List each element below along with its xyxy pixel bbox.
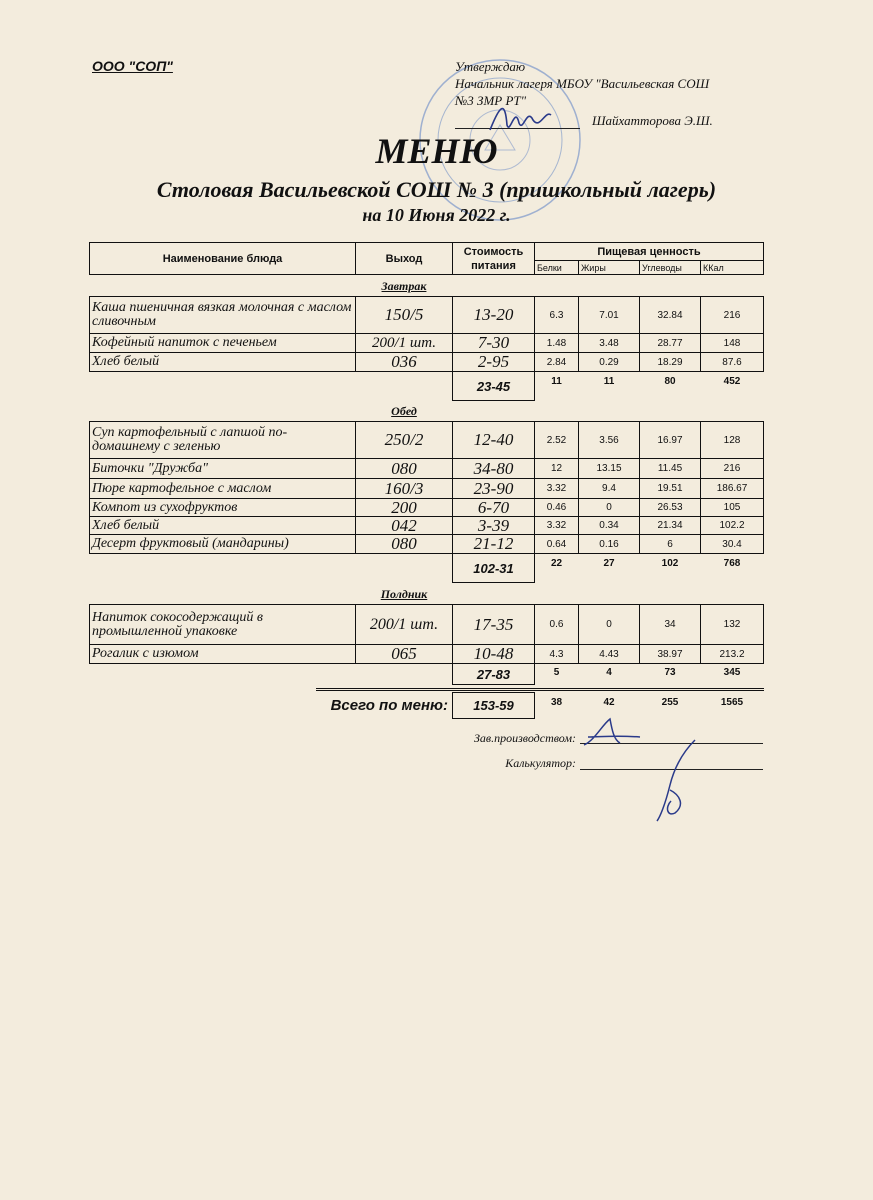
protein-cell: 0.64 [534, 534, 579, 554]
cost-cell: 13-20 [452, 296, 535, 334]
table-row: Напиток сокосодержащий в промышленной упаковке [89, 604, 356, 645]
director-name: Шайхатторова Э.Ш. [592, 113, 713, 128]
grand-total-kcal: 1565 [720, 697, 744, 708]
output-cell: 065 [355, 644, 453, 664]
kcal-cell: 213.2 [700, 644, 764, 664]
production-signature [580, 715, 645, 750]
grand-total-label: Всего по меню: [330, 697, 448, 714]
output-cell: 160/3 [355, 478, 453, 499]
protein-cell: 4.3 [534, 644, 579, 664]
fat-cell: 0.16 [578, 534, 640, 554]
fat-cell: 7.01 [578, 296, 640, 334]
cost-cell: 10-48 [452, 644, 535, 664]
section-total-fat: 4 [606, 667, 612, 678]
protein-cell: 3.32 [534, 516, 579, 535]
section-title-breakfast: Завтрак [381, 279, 427, 293]
fat-cell: 4.43 [578, 644, 640, 664]
production-manager-label: Зав.производством: [473, 731, 576, 745]
cost-cell: 34-80 [452, 458, 535, 479]
table-row: Хлеб белый [89, 516, 356, 535]
protein-cell: 12 [534, 458, 579, 479]
protein-cell: 2.52 [534, 421, 579, 459]
calculator-signature [645, 735, 705, 825]
table-row: Суп картофельный с лапшой по-домашнему с зеленью [89, 421, 356, 459]
section-title-lunch: Обед [391, 404, 417, 418]
fat-cell: 9.4 [578, 478, 640, 499]
section-title-snack: Полдник [380, 587, 428, 601]
kcal-cell: 148 [700, 333, 764, 353]
section-total-protein: 5 [553, 667, 560, 678]
carbs-cell: 6 [639, 534, 701, 554]
carbs-cell: 38.97 [639, 644, 701, 664]
col-header-nutrition: Пищевая ценность [534, 242, 764, 261]
section-total-carbs: 102 [661, 558, 679, 569]
section-total-kcal: 768 [723, 558, 741, 569]
output-cell: 080 [355, 458, 453, 479]
output-cell: 200/1 шт. [355, 333, 453, 353]
carbs-cell: 34 [639, 604, 701, 645]
col-header-output: Выход [355, 242, 453, 275]
kcal-cell: 105 [700, 498, 764, 517]
protein-cell: 3.32 [534, 478, 579, 499]
organization-name: ООО "СОП" [92, 58, 173, 74]
carbs-cell: 32.84 [639, 296, 701, 334]
table-row: Рогалик с изюмом [89, 644, 356, 664]
section-total-cost: 102-31 [452, 553, 535, 583]
table-row: Каша пшеничная вязкая молочная с маслом сливочным [89, 296, 356, 334]
carbs-cell: 11.45 [639, 458, 701, 479]
protein-cell: 0.46 [534, 498, 579, 517]
grand-total-divider [316, 688, 764, 691]
kcal-cell: 132 [700, 604, 764, 645]
kcal-cell: 102.2 [700, 516, 764, 535]
grand-total-cost: 153-59 [452, 692, 535, 719]
output-cell: 150/5 [355, 296, 453, 334]
table-row: Биточки "Дружба" [89, 458, 356, 479]
cost-cell: 17-35 [452, 604, 535, 645]
carbs-cell: 21.34 [639, 516, 701, 535]
fat-cell: 0.29 [578, 352, 640, 372]
section-total-protein: 11 [551, 376, 562, 387]
section-total-cost: 23-45 [452, 371, 535, 401]
section-total-cost: 27-83 [452, 663, 535, 685]
table-row: Компот из сухофруктов [89, 498, 356, 517]
canteen-subtitle: Столовая Васильевской СОШ № 3 (пришкольный лагерь) [156, 177, 717, 202]
section-total-protein: 22 [550, 558, 563, 569]
cost-cell: 7-30 [452, 333, 535, 353]
table-row: Десерт фруктовый (мандарины) [89, 534, 356, 554]
kcal-cell: 30.4 [700, 534, 764, 554]
kcal-cell: 216 [700, 458, 764, 479]
carbs-cell: 19.51 [639, 478, 701, 499]
protein-cell: 6.3 [534, 296, 579, 334]
grand-total-carbs: 255 [661, 697, 679, 708]
cost-cell: 3-39 [452, 516, 535, 535]
cost-cell: 2-95 [452, 352, 535, 372]
output-cell: 036 [355, 352, 453, 372]
col-header-carbs: Углеводы [639, 260, 701, 275]
cost-cell: 6-70 [452, 498, 535, 517]
fat-cell: 3.48 [578, 333, 640, 353]
protein-cell: 1.48 [534, 333, 579, 353]
carbs-cell: 26.53 [639, 498, 701, 517]
section-total-fat: 11 [603, 376, 615, 387]
table-row: Хлеб белый [89, 352, 356, 372]
approval-line-3: №3 ЗМР РТ" [455, 93, 527, 108]
grand-total-protein: 38 [550, 697, 563, 708]
fat-cell: 0 [578, 604, 640, 645]
grand-total-fat: 42 [603, 697, 615, 708]
col-header-fat: Жиры [578, 260, 640, 275]
fat-cell: 0.34 [578, 516, 640, 535]
output-cell: 200 [355, 498, 453, 517]
page-title: МЕНЮ [375, 131, 498, 171]
kcal-cell: 186.67 [700, 478, 764, 499]
cost-cell: 21-12 [452, 534, 535, 554]
kcal-cell: 128 [700, 421, 764, 459]
approval-line-1: Утверждаю [455, 59, 526, 74]
table-row: Пюре картофельное с маслом [89, 478, 356, 499]
fat-cell: 13.15 [578, 458, 640, 479]
carbs-cell: 28.77 [639, 333, 701, 353]
carbs-cell: 18.29 [639, 352, 701, 372]
output-cell: 200/1 шт. [355, 604, 453, 645]
col-header-cost: Стоимость питания [452, 242, 535, 275]
col-header-name: Наименование блюда [89, 242, 356, 275]
output-cell: 250/2 [355, 421, 453, 459]
kcal-cell: 216 [700, 296, 764, 334]
cost-cell: 23-90 [452, 478, 535, 499]
col-header-protein: Белки [534, 260, 579, 275]
table-row: Кофейный напиток с печеньем [89, 333, 356, 353]
menu-date: на 10 Июня 2022 г. [362, 205, 511, 225]
output-cell: 080 [355, 534, 453, 554]
section-total-fat: 27 [603, 558, 615, 569]
fat-cell: 3.56 [578, 421, 640, 459]
carbs-cell: 16.97 [639, 421, 701, 459]
section-total-carbs: 73 [664, 667, 676, 678]
cost-cell: 12-40 [452, 421, 535, 459]
col-header-kcal: ККал [700, 260, 764, 275]
section-total-kcal: 345 [723, 667, 741, 678]
protein-cell: 0.6 [534, 604, 579, 645]
section-total-carbs: 80 [664, 376, 676, 387]
approval-line-2: Начальник лагеря МБОУ "Васильевская СОШ [455, 76, 710, 91]
fat-cell: 0 [578, 498, 640, 517]
kcal-cell: 87.6 [700, 352, 764, 372]
section-total-kcal: 452 [723, 376, 741, 387]
output-cell: 042 [355, 516, 453, 535]
protein-cell: 2.84 [534, 352, 579, 372]
calculator-label: Калькулятор: [505, 756, 576, 770]
